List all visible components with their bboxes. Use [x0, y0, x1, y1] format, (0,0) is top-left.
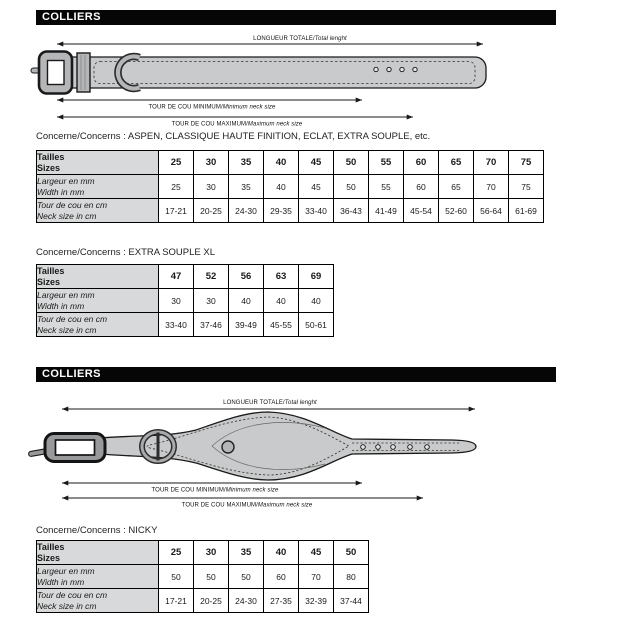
collar-diagram-classic	[0, 28, 642, 130]
keeper-loop	[77, 53, 90, 92]
max-neck-label	[182, 503, 313, 509]
size-header-cell: 45	[299, 151, 334, 175]
row-label	[37, 541, 159, 565]
min-neck-label-fr: TOUR DE COU MINIMUM/	[148, 104, 223, 111]
value-cell: 37-46	[194, 313, 229, 337]
row-label-fr: Tailles	[37, 265, 65, 276]
value-cell: 40	[264, 175, 299, 199]
min-neck-label-en: Minimum neck size	[222, 104, 276, 111]
size-header-cell: 65	[439, 151, 474, 175]
table-row	[37, 265, 334, 289]
table-row	[37, 541, 369, 565]
value-cell: 60	[404, 175, 439, 199]
size-header-cell: 75	[509, 151, 544, 175]
table-row	[37, 589, 369, 613]
min-neck-label-fr: TOUR DE COU MINIMUM/	[151, 487, 226, 494]
value-cell: 30	[194, 289, 229, 313]
row-label-fr: Tailles	[37, 541, 65, 552]
value-cell: 80	[334, 565, 369, 589]
row-label-fr: Tour de cou en cm	[37, 314, 108, 324]
size-header-cell: 40	[264, 541, 299, 565]
value-cell: 45-54	[404, 199, 439, 223]
table-row	[37, 313, 334, 337]
concerns-line-nicky: Concerne/Concerns : NICKY	[36, 525, 158, 536]
size-header-cell: 56	[229, 265, 264, 289]
max-neck-label-fr: TOUR DE COU MAXIMUM/	[171, 121, 248, 128]
value-cell: 50	[334, 175, 369, 199]
row-label-en: Neck size in cm	[37, 600, 97, 611]
value-cell: 65	[439, 175, 474, 199]
size-table-extra-souple-xl	[36, 264, 334, 337]
value-cell: 30	[194, 175, 229, 199]
value-cell: 35	[229, 175, 264, 199]
size-table-aspen	[36, 150, 544, 223]
concerns-line-extra-souple-xl: Concerne/Concerns : EXTRA SOUPLE XL	[36, 247, 215, 258]
value-cell: 55	[369, 175, 404, 199]
value-cell: 37-44	[334, 589, 369, 613]
value-cell: 29-35	[264, 199, 299, 223]
value-cell: 33-40	[299, 199, 334, 223]
section-title: COLLIERS	[42, 11, 101, 23]
value-cell: 20-25	[194, 199, 229, 223]
value-cell: 52-60	[439, 199, 474, 223]
value-cell: 70	[474, 175, 509, 199]
row-label-fr: Tailles	[37, 151, 65, 162]
stud-rivet	[222, 441, 234, 453]
value-cell: 45	[299, 175, 334, 199]
max-neck-label	[172, 122, 303, 128]
section-header-colliers-2	[36, 367, 556, 382]
table-row	[37, 175, 544, 199]
table-row	[37, 565, 369, 589]
max-neck-label-fr: TOUR DE COU MAXIMUM/	[181, 502, 258, 509]
table-row	[37, 289, 334, 313]
value-cell: 40	[229, 289, 264, 313]
total-length-label-fr: LONGUEUR TOTALE/	[253, 36, 315, 42]
row-label	[37, 151, 159, 175]
table-row	[37, 151, 544, 175]
size-header-cell: 25	[159, 151, 194, 175]
row-label-fr: Tour de cou en cm	[37, 200, 108, 210]
row-label-en: Sizes	[37, 276, 61, 287]
row-label-en: Width in mm	[37, 576, 85, 587]
value-cell: 17-21	[159, 589, 194, 613]
value-cell: 45-55	[264, 313, 299, 337]
max-neck-label-en: Maximum neck size	[247, 121, 303, 128]
row-label-fr: Largeur en mm	[37, 566, 95, 576]
row-label-fr: Largeur en mm	[37, 176, 95, 186]
size-header-cell: 63	[264, 265, 299, 289]
row-label-en: Width in mm	[37, 300, 85, 311]
value-cell: 41-49	[369, 199, 404, 223]
value-cell: 50	[159, 565, 194, 589]
max-neck-label-en: Maximum neck size	[257, 502, 313, 509]
row-label-en: Sizes	[37, 162, 61, 173]
size-header-cell: 50	[334, 541, 369, 565]
row-label-en: Sizes	[37, 552, 61, 563]
collar-drawing	[28, 412, 476, 480]
row-label	[37, 313, 159, 337]
value-cell: 70	[299, 565, 334, 589]
section-header-colliers-1	[36, 10, 556, 25]
total-length-label-en: Total lenght	[314, 36, 347, 42]
total-length-label-fr: LONGUEUR TOTALE/	[223, 400, 285, 406]
total-length-label	[223, 400, 317, 406]
size-header-cell: 25	[159, 541, 194, 565]
min-neck-label-en: Minimum neck size	[225, 487, 279, 494]
row-label	[37, 175, 159, 199]
row-label-fr: Tour de cou en cm	[37, 590, 108, 600]
value-cell: 40	[264, 289, 299, 313]
value-cell: 50	[229, 565, 264, 589]
row-label-en: Neck size in cm	[37, 324, 97, 335]
row-label-en: Width in mm	[37, 186, 85, 197]
value-cell: 40	[299, 289, 334, 313]
value-cell: 33-40	[159, 313, 194, 337]
section-title: COLLIERS	[42, 368, 101, 380]
size-header-cell: 47	[159, 265, 194, 289]
size-header-cell: 30	[194, 151, 229, 175]
size-header-cell: 45	[299, 541, 334, 565]
value-cell: 30	[159, 289, 194, 313]
buckle-slot	[48, 61, 65, 85]
collar-drawing	[31, 52, 486, 94]
min-neck-label	[149, 105, 277, 111]
value-cell: 75	[509, 175, 544, 199]
min-neck-label	[152, 488, 280, 494]
row-label	[37, 199, 159, 223]
size-header-cell: 30	[194, 541, 229, 565]
row-label-fr: Largeur en mm	[37, 290, 95, 300]
size-header-cell: 60	[404, 151, 439, 175]
size-header-cell: 35	[229, 151, 264, 175]
size-header-cell: 40	[264, 151, 299, 175]
value-cell: 24-30	[229, 589, 264, 613]
size-header-cell: 35	[229, 541, 264, 565]
row-label	[37, 565, 159, 589]
row-label	[37, 265, 159, 289]
value-cell: 50	[194, 565, 229, 589]
value-cell: 50-61	[299, 313, 334, 337]
value-cell: 60	[264, 565, 299, 589]
value-cell: 39-49	[229, 313, 264, 337]
value-cell: 27-35	[264, 589, 299, 613]
size-header-cell: 50	[334, 151, 369, 175]
concerns-line-aspen: Concerne/Concerns : ASPEN, CLASSIQUE HAUTE FINITION, ECLAT, EXTRA SOUPLE, etc.	[36, 131, 431, 142]
value-cell: 20-25	[194, 589, 229, 613]
size-header-cell: 52	[194, 265, 229, 289]
value-cell: 36-43	[334, 199, 369, 223]
table-row	[37, 199, 544, 223]
value-cell: 61-69	[509, 199, 544, 223]
value-cell: 24-30	[229, 199, 264, 223]
total-length-label	[253, 36, 347, 42]
value-cell: 32-39	[299, 589, 334, 613]
size-table-nicky	[36, 540, 369, 613]
value-cell: 56-64	[474, 199, 509, 223]
value-cell: 17-21	[159, 199, 194, 223]
row-label	[37, 589, 159, 613]
value-cell: 25	[159, 175, 194, 199]
row-label-en: Neck size in cm	[37, 210, 97, 221]
buckle-slot	[56, 440, 95, 455]
row-label	[37, 289, 159, 313]
size-header-cell: 70	[474, 151, 509, 175]
collar-diagram-nicky	[0, 388, 642, 512]
size-header-cell: 55	[369, 151, 404, 175]
total-length-label-en: Total lenght	[284, 400, 317, 406]
size-header-cell: 69	[299, 265, 334, 289]
